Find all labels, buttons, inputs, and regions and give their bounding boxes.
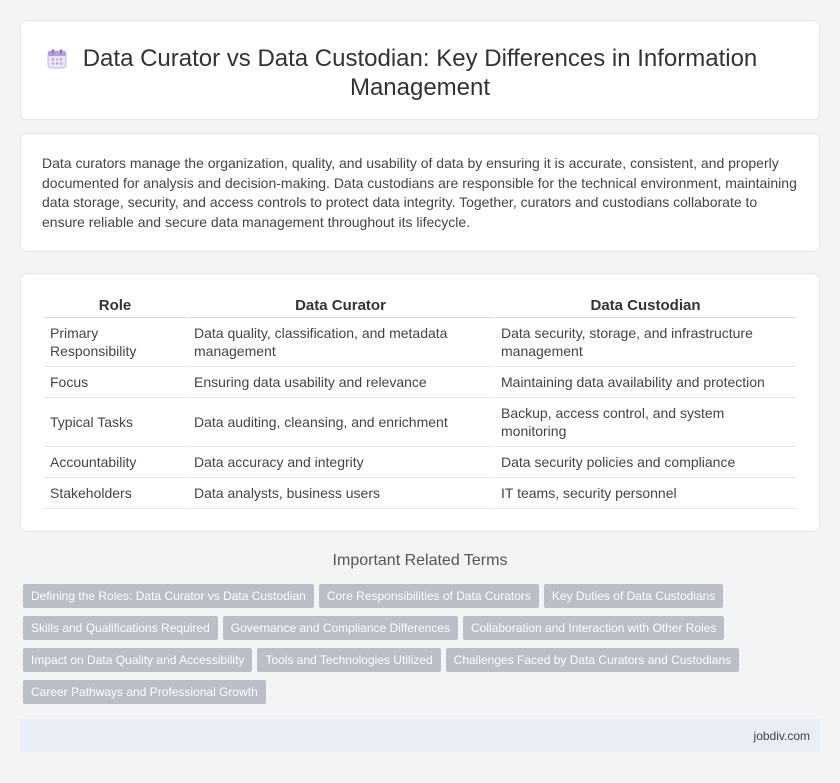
curator-cell: Data auditing, cleansing, and enrichment <box>188 398 493 447</box>
intro-paragraph: Data curators manage the organization, quality, and usability of data by ensuring it is accurate, consistent, and properly documented for analysis and decision-making. Data custodians are responsible for the technical environment, maintaining data storage, security, and access controls to protect data integrity. Together, curators and custodians collaborate to ensure reliable and secure data management throughout its lifecycle. <box>42 155 797 230</box>
related-term-tag[interactable]: Defining the Roles: Data Curator vs Data Custodian <box>23 584 314 608</box>
row-label: Stakeholders <box>44 478 186 509</box>
custodian-cell: Data security, storage, and infrastructure management <box>495 318 796 367</box>
custodian-cell: Backup, access control, and system monitoring <box>495 398 796 447</box>
related-term-tag[interactable]: Impact on Data Quality and Accessibility <box>23 648 252 672</box>
custodian-cell: IT teams, security personnel <box>495 478 796 509</box>
curator-cell: Ensuring data usability and relevance <box>188 367 493 398</box>
intro-card <box>20 133 820 252</box>
table-row <box>44 398 796 447</box>
footer-site-link[interactable]: jobdiv.com <box>753 729 810 743</box>
custodian-cell: Maintaining data availability and protection <box>495 367 796 398</box>
row-label: Primary Responsibility <box>44 318 186 367</box>
table-row <box>44 447 796 478</box>
table-row <box>44 478 796 509</box>
column-header-role: Role <box>44 296 186 318</box>
related-term-tag[interactable]: Governance and Compliance Differences <box>223 616 458 640</box>
related-terms-list <box>23 584 823 712</box>
footer <box>20 719 820 752</box>
related-term-tag[interactable]: Career Pathways and Professional Growth <box>23 680 266 704</box>
comparison-card <box>20 273 820 532</box>
table-row <box>44 318 796 367</box>
table-row <box>44 367 796 398</box>
related-term-tag[interactable]: Core Responsibilities of Data Curators <box>319 584 539 608</box>
related-term-tag[interactable]: Challenges Faced by Data Curators and Custodians <box>446 648 740 672</box>
curator-cell: Data quality, classification, and metadata management <box>188 318 493 367</box>
page-title: Data Curator vs Data Custodian: Key Differences in Information Management <box>82 45 758 101</box>
related-term-tag[interactable]: Key Duties of Data Custodians <box>544 584 723 608</box>
curator-cell: Data accuracy and integrity <box>188 447 493 478</box>
row-label: Focus <box>44 367 186 398</box>
table-header-row <box>44 296 796 318</box>
custodian-cell: Data security policies and compliance <box>495 447 796 478</box>
column-header-custodian: Data Custodian <box>495 296 796 318</box>
related-term-tag[interactable]: Skills and Qualifications Required <box>23 616 218 640</box>
column-header-curator: Data Curator <box>188 296 493 318</box>
comparison-table <box>42 296 798 509</box>
row-label: Accountability <box>44 447 186 478</box>
related-term-tag[interactable]: Tools and Technologies Utilized <box>257 648 440 672</box>
title-card <box>20 20 820 120</box>
related-term-tag[interactable]: Collaboration and Interaction with Other Roles <box>463 616 724 640</box>
row-label: Typical Tasks <box>44 398 186 447</box>
related-terms-title: Important Related Terms <box>332 552 508 569</box>
curator-cell: Data analysts, business users <box>188 478 493 509</box>
